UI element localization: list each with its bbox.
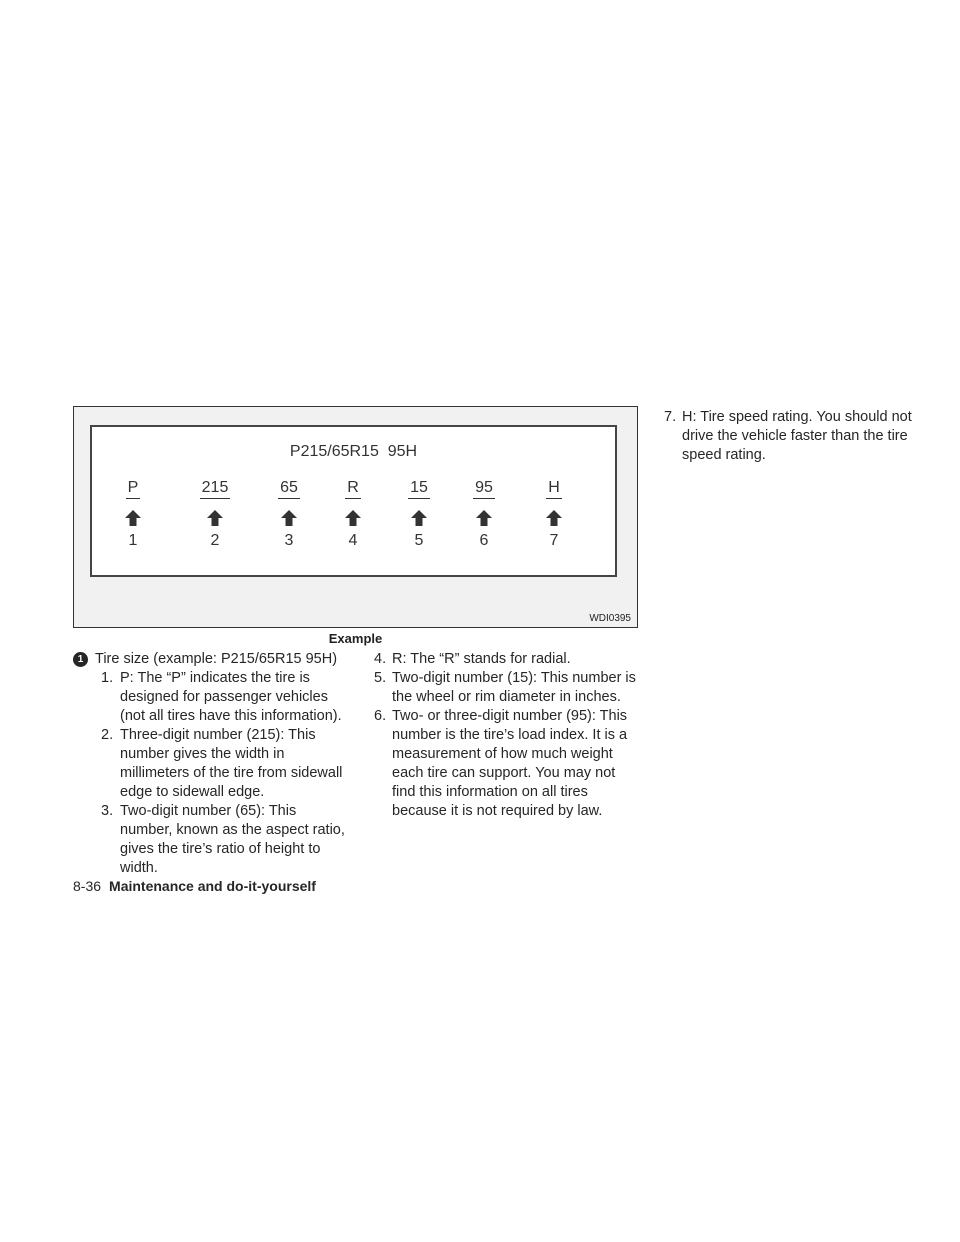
item-number: 5. (374, 670, 387, 686)
tire-code-text: P215/65R15 95H (289, 443, 418, 460)
part-label: R (345, 479, 361, 499)
tire-code-part (454, 479, 514, 550)
tire-code-part (524, 479, 584, 550)
part-label: 95 (473, 479, 495, 499)
part-label: 215 (200, 479, 231, 499)
figure-code: WDI0395 (589, 613, 631, 624)
column-left (73, 650, 351, 878)
up-arrow-icon (281, 510, 297, 526)
tire-code-part (185, 479, 245, 550)
figure-caption: Example (328, 631, 383, 646)
list-item (654, 408, 938, 465)
list-item (364, 650, 642, 669)
item-text: Two- or three-digit number (95): This number is the tire’s load index. It is a measurement of how much weight each tire can support. You may not find this information on all tires because it is not required by law. (392, 708, 628, 819)
part-number: 2 (210, 532, 220, 549)
tire-size-figure (73, 406, 638, 628)
part-label: 65 (278, 479, 300, 499)
list-item (364, 707, 642, 821)
section-heading (73, 650, 351, 669)
up-arrow-icon (125, 510, 141, 526)
footer-section-title: Maintenance and do-it-yourself (109, 878, 316, 894)
item-text: H: Tire speed rating. You should not drive the vehicle faster than the tire speed rating. (682, 409, 912, 463)
part-number: 4 (348, 532, 358, 549)
up-arrow-icon (345, 510, 361, 526)
section-heading-text: Tire size (example: P215/65R15 95H) (95, 651, 338, 667)
part-label: 15 (408, 479, 430, 499)
up-arrow-icon (207, 510, 223, 526)
item-text: Two-digit number (65): This number, known as the aspect ratio, gives the tire’s ratio of height to width. (120, 803, 345, 876)
tire-code-part (323, 479, 383, 550)
part-label: P (126, 479, 141, 499)
item-text: Three-digit number (215): This number gives the width in millimeters of the tire from sidewall edge to sidewall edge. (120, 727, 343, 800)
part-number: 7 (549, 532, 559, 549)
part-number: 1 (128, 532, 138, 549)
list-item (73, 802, 351, 878)
tire-code-part (259, 479, 319, 550)
page-footer (73, 878, 316, 894)
item-number: 1. (101, 670, 114, 686)
item-number: 4. (374, 651, 387, 667)
tire-code-part (389, 479, 449, 550)
item-text: Two-digit number (15): This number is the wheel or rim diameter in inches. (392, 670, 636, 705)
list-item (73, 726, 351, 802)
column-right (654, 408, 938, 465)
part-number: 5 (414, 532, 424, 549)
list-item (73, 669, 351, 726)
part-number: 6 (479, 532, 489, 549)
up-arrow-icon (411, 510, 427, 526)
part-label: H (546, 479, 562, 499)
circled-number-marker: 1 (73, 652, 88, 667)
item-number: 6. (374, 708, 387, 724)
list-item (364, 669, 642, 707)
page-number: 8-36 (73, 878, 102, 894)
tire-code-diagram (90, 425, 617, 577)
tire-code-part (103, 479, 163, 550)
item-text: P: The “P” indicates the tire is designed for passenger vehicles (not all tires have this information). (120, 670, 342, 724)
part-number: 3 (284, 532, 294, 549)
item-text: R: The “R” stands for radial. (392, 651, 571, 667)
column-middle (364, 650, 642, 821)
up-arrow-icon (476, 510, 492, 526)
item-number: 2. (101, 727, 114, 743)
item-number: 7. (664, 409, 677, 425)
up-arrow-icon (546, 510, 562, 526)
item-number: 3. (101, 803, 114, 819)
